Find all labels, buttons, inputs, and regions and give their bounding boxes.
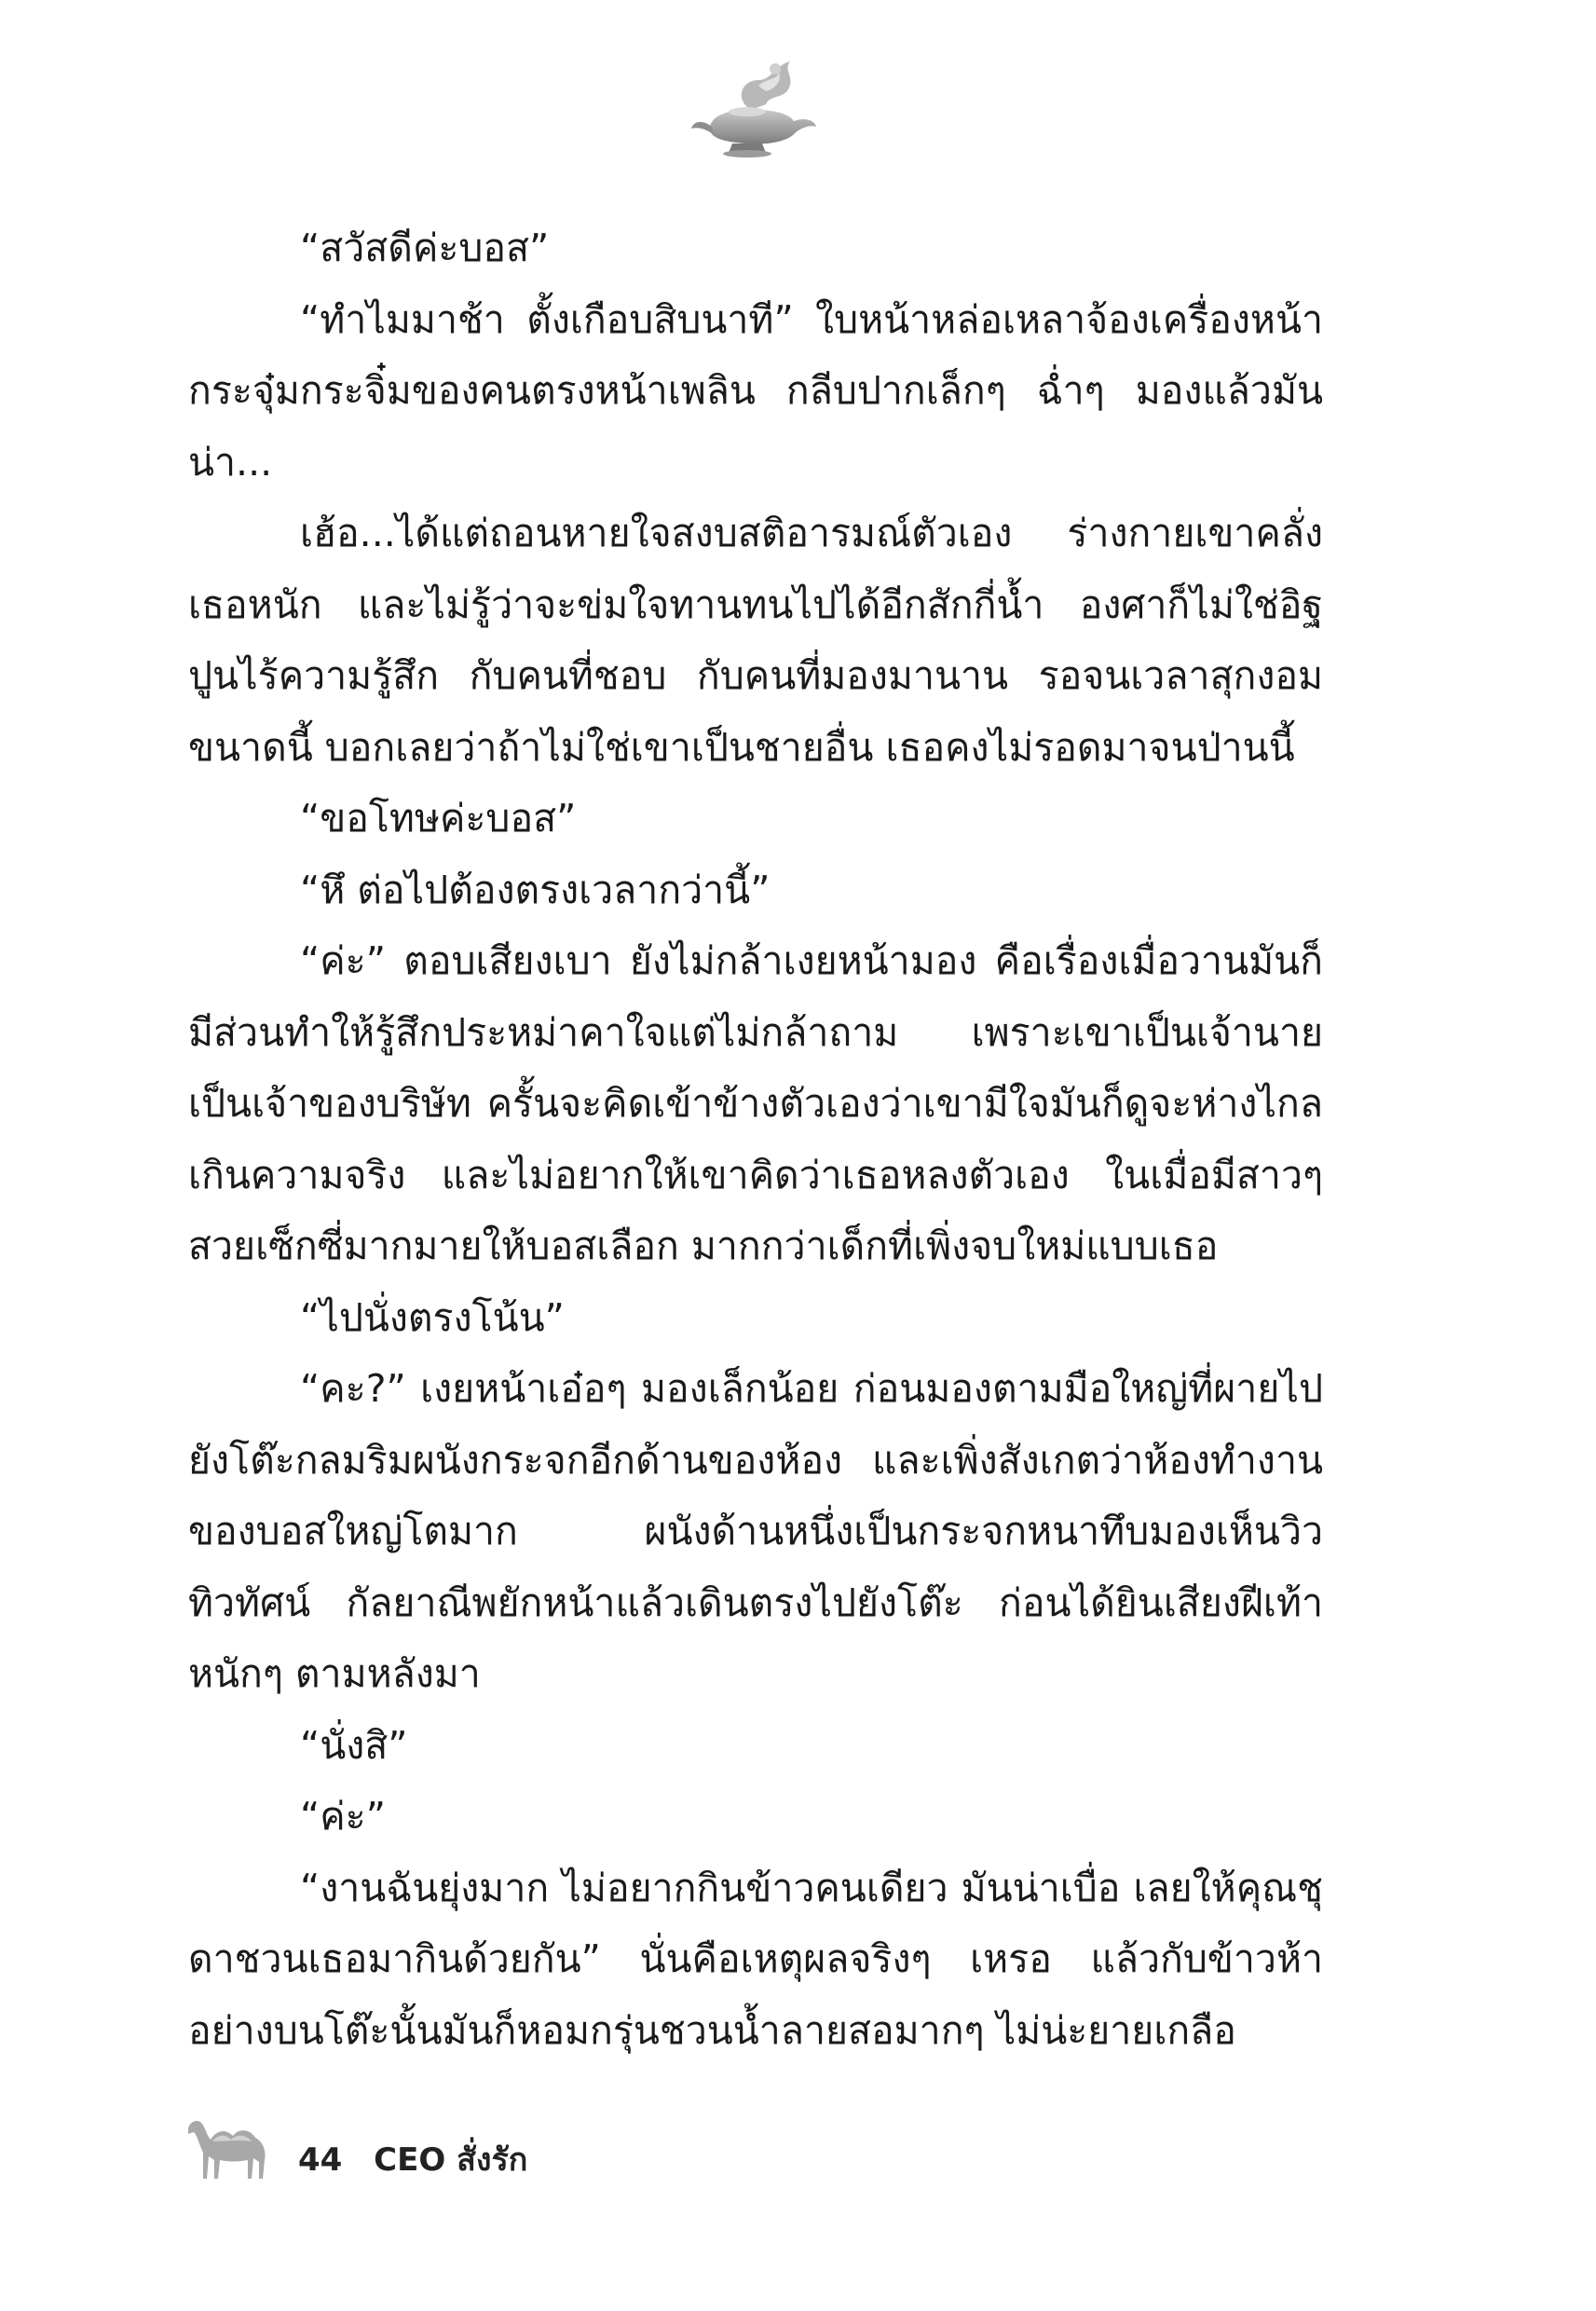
genie-lamp-icon (686, 52, 825, 164)
camel-icon (183, 2108, 276, 2182)
page-footer (183, 2108, 835, 2182)
paragraph-11: “งานฉันยุ่งมาก ไม่อยากกินข้าวคนเดียว มันน่าเบื่อ เลยให้คุณชุดาชวนเธอมากินด้วยกัน” นั่นคือเหตุผลจริงๆ เหรอ แล้วกับข้าวห้าอย่างบนโต๊ะนั้นมันก็หอมกรุ่นชวนน้ำลายสอมากๆ ไม่น่ะยายเกลือ (188, 1865, 1323, 2053)
paragraph-3: เฮ้อ...ได้แต่ถอนหายใจสงบสติอารมณ์ตัวเอง ร่างกายเขาคลั่งเธอหนัก และไม่รู้ว่าจะข่มใจทานทนไปได้อีกสักกี่น้ำ องศาก็ไม่ใช่อิฐปูนไร้ความรู้สึก กับคนที่ชอบ กับคนที่มองมานาน รอจนเวลาสุกงอมขนาดนี้ บอกเลยว่าถ้าไม่ใช่เขาเป็นชายอื่น เธอคงไม่รอดมาจนป่านนี้ (188, 511, 1323, 770)
paragraph-5: “หึ ต่อไปต้องตรงเวลากว่านี้” (300, 867, 771, 912)
paragraph-2: “ทำไมมาช้า ตั้งเกือบสิบนาที” ใบหน้าหล่อเหลาจ้องเครื่องหน้ากระจุ๋มกระจิ๋มของคนตรงหน้าเพลิน กลีบปากเล็กๆ ฉ่ำๆ มองแล้วมันน่า... (188, 296, 1323, 485)
paragraph-6: “ค่ะ” ตอบเสียงเบา ยังไม่กล้าเงยหน้ามอง คือเรื่องเมื่อวานมันก็มีส่วนทำให้รู้สึกประหม่าคาใจแต่ไม่กล้าถาม เพราะเขาเป็นเจ้านายเป็นเจ้าของบริษัท ครั้นจะคิดเข้าข้างตัวเองว่าเขามีใจมันก็ดูจะห่างไกลเกินความจริง และไม่อยากให้เขาคิดว่าเธอหลงตัวเอง ในเมื่อมีสาวๆ สวยเซ็กซี่มากมายให้บอสเลือก มากกว่าเด็กที่เพิ่งจบใหม่แบบเธอ (188, 938, 1323, 1268)
folio (298, 2134, 527, 2184)
paragraph-1: “สวัสดีค่ะบอส” (300, 226, 550, 270)
paragraph-4: “ขอโทษค่ะบอส” (300, 796, 577, 841)
paragraph-7: “ไปนั่งตรงโน้น” (300, 1294, 565, 1340)
book-title: CEO สั่งรัก (374, 2141, 528, 2179)
body-text (188, 212, 1323, 2066)
paragraph-10: “ค่ะ” (300, 1794, 386, 1839)
page-number: 44 (298, 2141, 343, 2179)
paragraph-8: “คะ?” เงยหน้าเอ๋อๆ มองเล็กน้อย ก่อนมองตามมือใหญ่ที่ผายไปยังโต๊ะกลมริมผนังกระจกอีกด้านของห้อง และเพิ่งสังเกตว่าห้องทำงานของบอสใหญ่โตมาก ผนังด้านหนึ่งเป็นกระจกหนาทึบมองเห็นวิวทิวทัศน์ กัลยาณีพยักหน้าแล้วเดินตรงไปยังโต๊ะ ก่อนได้ยินเสียงฝีเท้าหนักๆ ตามหลังมา (188, 1366, 1323, 1696)
paragraph-9: “นั่งสิ” (300, 1722, 408, 1768)
